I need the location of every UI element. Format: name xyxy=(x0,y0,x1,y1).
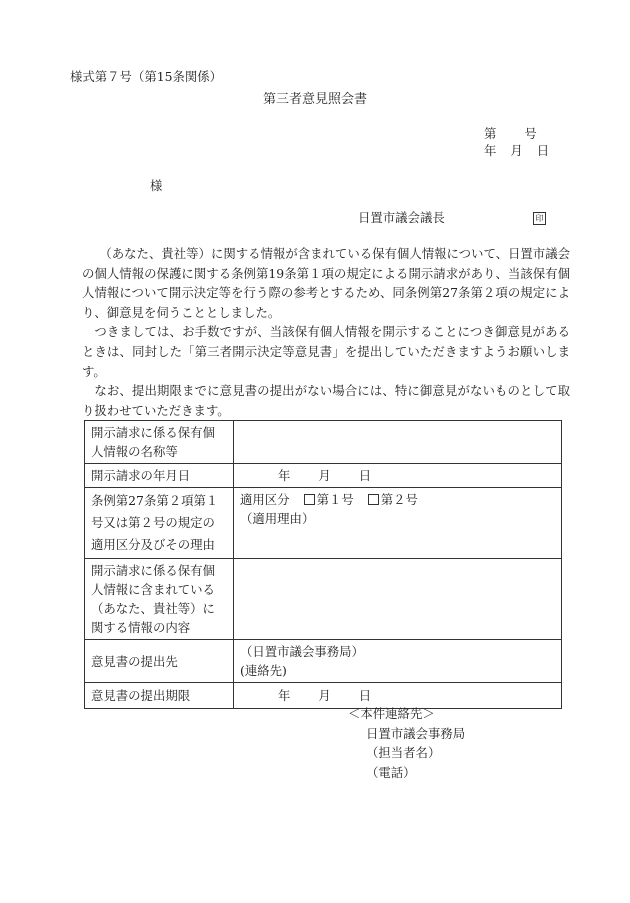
request-month: 月 xyxy=(318,468,331,483)
row-value-submit-to xyxy=(234,640,562,683)
row-label-submit-to: 意見書の提出先 xyxy=(85,640,234,683)
date-month: 月 xyxy=(510,143,523,158)
row-label-info-name: 開示請求に係る保有個人情報の名称等 xyxy=(85,421,234,464)
number-prefix: 第 xyxy=(484,126,497,141)
date-day: 日 xyxy=(536,143,550,158)
document-number xyxy=(484,124,537,142)
seal-mark: 印 xyxy=(533,212,546,225)
deadline-year: 年 xyxy=(278,688,291,703)
row-value-info-content xyxy=(234,559,562,640)
table-row xyxy=(85,488,562,559)
number-suffix: 号 xyxy=(524,126,537,141)
seal xyxy=(533,209,546,225)
table-row xyxy=(85,421,562,464)
submit-to-contact: (連絡先) xyxy=(240,663,287,678)
request-day: 日 xyxy=(358,468,372,483)
row-value-info-name xyxy=(234,421,562,464)
contact-phone: （電話） xyxy=(366,764,416,780)
sender-name: 日置市議会議長 xyxy=(358,210,445,225)
table-row xyxy=(85,640,562,683)
category-line xyxy=(240,490,555,509)
option2-checkbox[interactable] xyxy=(368,494,379,505)
contact-heading: ＜本件連絡先＞ xyxy=(348,706,435,721)
row-label-category: 条例第27条第２項第１号又は第２号の規定の適用区分及びその理由 xyxy=(85,488,234,559)
document-date xyxy=(484,141,549,159)
row-label-request-date: 開示請求の年月日 xyxy=(85,464,234,488)
date-year: 年 xyxy=(484,143,497,158)
table-row xyxy=(85,559,562,640)
option2-label: 第２号 xyxy=(380,492,418,507)
deadline-month: 月 xyxy=(318,688,331,703)
document-title: 第三者意見照会書 xyxy=(263,92,368,107)
body-text xyxy=(82,244,570,420)
row-label-deadline: 意見書の提出期限 xyxy=(85,683,234,709)
form-number: 様式第７号（第15条関係） xyxy=(70,69,223,84)
inquiry-table xyxy=(84,420,562,709)
row-value-category xyxy=(234,488,562,559)
category-reason: （適用理由） xyxy=(240,511,315,526)
request-year: 年 xyxy=(278,468,291,483)
row-value-request-date xyxy=(234,464,562,488)
body-paragraph-3: なお、提出期限までに意見書の提出がない場合には、特に御意見がないものとして取り扱わせていただきます。 xyxy=(82,383,570,418)
contact-person: （担当者名） xyxy=(366,745,441,760)
body-paragraph-2: つきましては、お手数ですが、当該保有個人情報を開示することにつき御意見があるときは、同封した「第三者開示決定等意見書」を提出していただきますようお願いします。 xyxy=(82,324,570,379)
option1-checkbox[interactable] xyxy=(304,494,315,505)
contact-office: 日置市議会事務局 xyxy=(366,725,466,741)
submit-to-office: （日置市議会事務局） xyxy=(240,644,364,659)
table-row xyxy=(85,464,562,488)
deadline-day: 日 xyxy=(358,688,372,703)
body-paragraph-1: （あなた、貴社等）に関する情報が含まれている保有個人情報について、日置市議会の個人情報の保護に関する条例第19条第１項の規定による開示請求があり、当該保有個人情報について開示決定等を行う際の参考とするため、同条例第27条第２項の規定により、御意見を伺うこととしました。 xyxy=(82,246,570,320)
row-label-info-content: 開示請求に係る保有個人情報に含まれている（あなた、貴社等）に関する情報の内容 xyxy=(85,559,234,640)
table-row xyxy=(85,683,562,709)
addressee-honorific: 様 xyxy=(150,178,163,193)
option1-label: 第１号 xyxy=(316,492,354,507)
contact-block xyxy=(348,704,465,782)
category-label: 適用区分 xyxy=(240,492,290,507)
